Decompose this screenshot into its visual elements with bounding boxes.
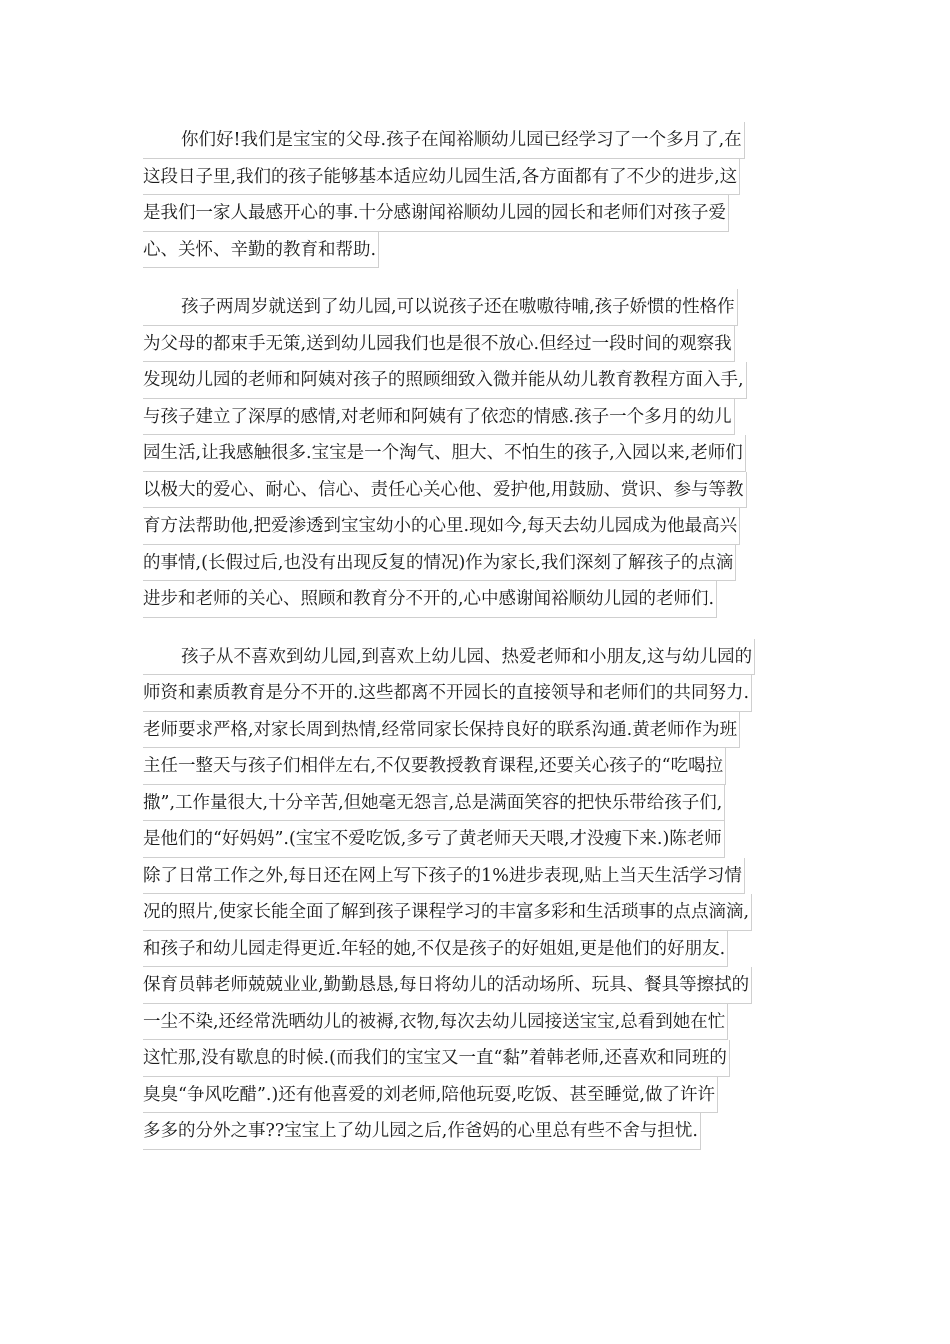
text-line: 老师要求严格,对家长周到热情,经常同家长保持良好的联系沟通.黄老师作为班 (143, 712, 740, 749)
document-body (143, 122, 823, 1171)
text-line: 的事情,(长假过后,也没有出现反复的情况)作为家长,我们深刻了解孩子的点滴 (143, 545, 736, 582)
text-line: 育方法帮助他,把爱渗透到宝宝幼小的心里.现如今,每天去幼儿园成为他最高兴 (143, 508, 740, 545)
text-line: 你们好!我们是宝宝的父母.孩子在闻裕顺幼儿园已经学习了一个多月了,在 (143, 122, 745, 159)
text-line: 发现幼儿园的老师和阿姨对孩子的照顾细致入微并能从幼儿教育教程方面入手, (143, 362, 747, 399)
text-line: 主任一整天与孩子们相伴左右,不仅要教授教育课程,还要关心孩子的“吃喝拉 (143, 748, 726, 785)
paragraph (143, 289, 823, 618)
text-line: 除了日常工作之外,每日还在网上写下孩子的1%进步表现,贴上当天生活学习情 (143, 858, 745, 895)
text-line: 进步和老师的关心、照顾和教育分不开的,心中感谢闻裕顺幼儿园的老师们. (143, 581, 717, 618)
paragraph (143, 122, 823, 268)
text-line: 多多的分外之事??宝宝上了幼儿园之后,作爸妈的心里总有些不舍与担忧. (143, 1113, 701, 1150)
text-line: 孩子从不喜欢到幼儿园,到喜欢上幼儿园、热爱老师和小朋友,这与幼儿园的 (143, 639, 755, 676)
text-line: 为父母的都束手无策,送到幼儿园我们也是很不放心.但经过一段时间的观察我 (143, 326, 735, 363)
text-line: 是我们一家人最感开心的事.十分感谢闻裕顺幼儿园的园长和老师们对孩子爱 (143, 195, 729, 232)
text-line: 是他们的“好妈妈”.(宝宝不爱吃饭,多亏了黄老师天天喂,才没瘦下来.)陈老师 (143, 821, 725, 858)
text-line: 师资和素质教育是分不开的.这些都离不开园长的直接领导和老师们的共同努力. (143, 675, 752, 712)
text-line: 这忙那,没有歇息的时候.(而我们的宝宝又一直“黏”着韩老师,还喜欢和同班的 (143, 1040, 730, 1077)
text-line: 况的照片,使家长能全面了解到孩子课程学习的丰富多彩和生活琐事的点点滴滴, (143, 894, 752, 931)
text-line: 孩子两周岁就送到了幼儿园,可以说孩子还在嗷嗷待哺,孩子娇惯的性格作 (143, 289, 738, 326)
text-line: 与孩子建立了深厚的感情,对老师和阿姨有了依恋的情感.孩子一个多月的幼儿 (143, 399, 735, 436)
text-line: 园生活,让我感触很多.宝宝是一个淘气、胆大、不怕生的孩子,入园以来,老师们 (143, 435, 746, 472)
text-line: 保育员韩老师兢兢业业,勤勤恳恳,每日将幼儿的活动场所、玩具、餐具等擦拭的 (143, 967, 752, 1004)
text-line: 心、关怀、辛勤的教育和帮助. (143, 232, 379, 269)
text-line: 一尘不染,还经常洗晒幼儿的被褥,衣物,每次去幼儿园接送宝宝,总看到她在忙 (143, 1004, 728, 1041)
text-line: 这段日子里,我们的孩子能够基本适应幼儿园生活,各方面都有了不少的进步,这 (143, 159, 740, 196)
paragraph (143, 639, 823, 1150)
text-line: 臭臭“争风吃醋”.)还有他喜爱的刘老师,陪他玩耍,吃饭、甚至睡觉,做了许许 (143, 1077, 718, 1114)
text-line: 和孩子和幼儿园走得更近.年轻的她,不仅是孩子的好姐姐,更是他们的好朋友. (143, 931, 728, 968)
text-line: 以极大的爱心、耐心、信心、责任心关心他、爱护他,用鼓励、赏识、参与等教 (143, 472, 747, 509)
text-line: 撒”,工作量很大,十分辛苦,但她毫无怨言,总是满面笑容的把快乐带给孩子们, (143, 785, 725, 822)
